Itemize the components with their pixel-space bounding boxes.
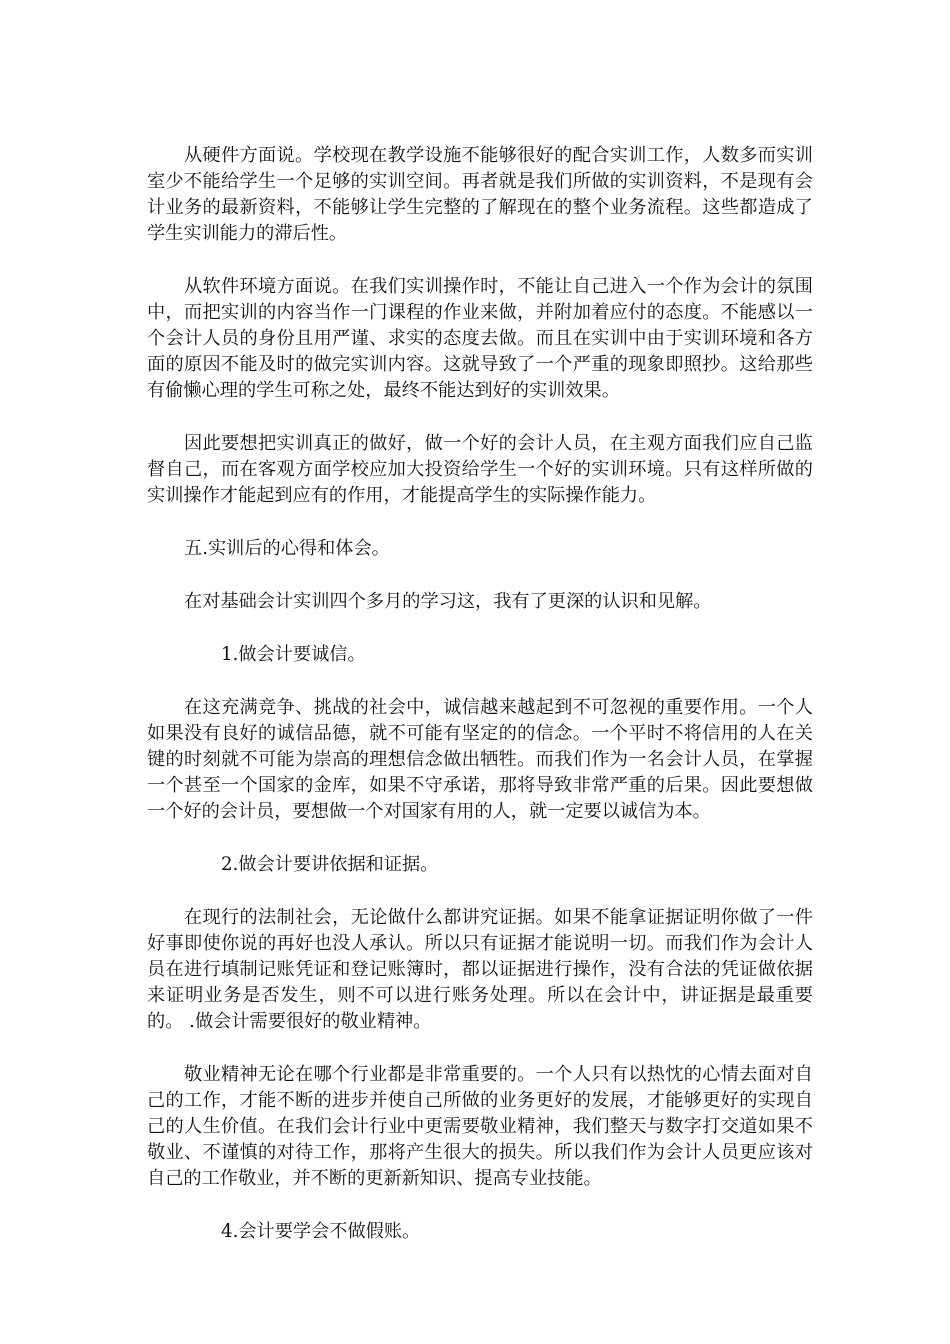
subheading-2: 2.做会计要讲依据和证据。: [221, 854, 439, 875]
subheading-4: 4.会计要学会不做假账。: [221, 1221, 421, 1242]
paragraph-conclusion: 因此要想把实训真正的做好，做一个好的会计人员，在主观方面我们应自己监督自己，而在客观方面学校应加大投资给学生一个好的实训环境。只有这样所做的实训操作才能起到应有的作用，才能提高学生的实际操作能力。: [147, 433, 813, 506]
paragraph-integrity: 在这充满竞争、挑战的社会中，诚信越来越起到不可忽视的重要作用。一个人如果没有良好的诚信品德，就不可能有坚定的的信念。一个平时不将信用的人在关键的时刻就不可能为崇高的理想信念做出牺牲。而我们作为一名会计人员，在掌握一个甚至一个国家的金库，如果不守承诺，那将导致非常严重的后果。因此要想做一个好的会计员，要想做一个对国家有用的人，就一定要以诚信为本。: [147, 697, 813, 822]
paragraph-hardware: 从硬件方面说。学校现在教学设施不能够很好的配合实训工作，人数多而实训室少不能给学生一个足够的实训空间。再者就是我们所做的实训资料，不是现有会计业务的最新资料，不能够让学生完整的了解现在的整个业务流程。这些都造成了学生实训能力的滞后性。: [147, 145, 813, 244]
paragraph-software: 从软件环境方面说。在我们实训操作时，不能让自己进入一个作为会计的氛围中，而把实训的内容当作一门课程的作业来做，并附加着应付的态度。不能感以一个会计人员的身份且用严谨、求实的态度去做。而且在实训中由于实训环境和各方面的原因不能及时的做完实训内容。这就导致了一个严重的现象即照抄。这给那些有偷懒心理的学生可称之处，最终不能达到好的实训效果。: [147, 276, 813, 401]
section-heading-5: 五.实训后的心得和体会。: [184, 538, 390, 559]
paragraph-intro: 在对基础会计实训四个多月的学习这，我有了更深的认识和见解。: [184, 591, 712, 612]
paragraph-dedication: 敬业精神无论在哪个行业都是非常重要的。一个人只有以热忱的心情去面对自己的工作，才能不断的进步并使自己所做的业务更好的发展，才能够更好的实现自己的人生价值。在我们会计行业中更需要敬业精神，我们整天与数字打交道如果不敬业、不谨慎的对待工作，那将产生很大的损失。所以我们作为会计人员更应该对自己的工作敬业，并不断的更新新知识、提高专业技能。: [147, 1064, 813, 1189]
document-body: [147, 143, 813, 1272]
paragraph-evidence: 在现行的法制社会，无论做什么都讲究证据。如果不能拿证据证明你做了一件好事即使你说的再好也没人承认。所以只有证据才能说明一切。而我们作为会计人员在进行填制记账凭证和登记账簿时，都以证据进行操作，没有合法的凭证做依据来证明业务是否发生，则不可以进行账务处理。所以在会计中，讲证据是最重要的。 .做会计需要很好的敬业精神。: [147, 907, 813, 1032]
subheading-1: 1.做会计要诚信。: [221, 644, 366, 665]
